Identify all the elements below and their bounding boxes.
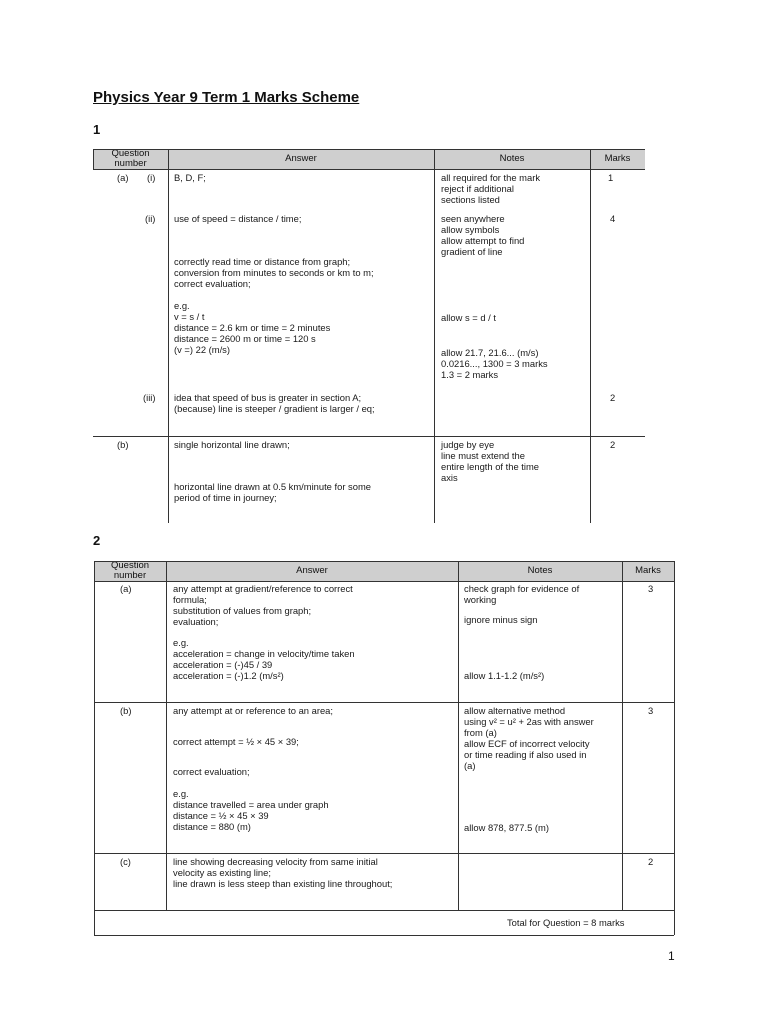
notes-a-2: ignore minus sign [464,614,538,625]
notes-a-3: allow 1.1-1.2 (m/s²) [464,670,545,681]
answer-b-2: correct attempt = ½ × 45 × 39; [173,736,299,747]
answer-b-3: correct evaluation; [173,766,250,777]
total-marks: Total for Question = 8 marks [507,917,625,928]
marks-a-ii: 4 [610,213,616,224]
answer-a-ii-2: correctly read time or distance from graph; conversion from minutes to seconds or km to m; correct evaluation; [174,256,374,289]
header-notes: Notes [527,565,553,576]
answer-a-ii-3: e.g. v = s / t distance = 2.6 km or time = 2 minutes distance = 2600 m or time = 120 s (v =) 22 (m/s) [174,300,331,355]
header-answer: Answer [296,565,328,576]
notes-a-ii-3: allow 21.7, 21.6... (m/s) 0.0216..., 1300 = 3 marks 1.3 = 2 marks [441,347,548,380]
header-answer: Answer [285,153,317,164]
marks-a-i: 1 [608,172,614,183]
marks-b: 2 [610,439,616,450]
answer-b-1: single horizontal line drawn; [174,439,290,450]
part-label-iii: (iii) [143,392,156,403]
answer-a-i: B, D, F; [174,172,206,183]
header-question-number: Question number [110,560,150,581]
header-marks: Marks [604,153,631,164]
part-label-i: (i) [147,172,156,183]
answer-b-1: any attempt at or reference to an area; [173,705,333,716]
header-question-number: Question number [111,148,150,169]
answer-a-ii-1: use of speed = distance / time; [174,213,302,224]
answer-a-iii: idea that speed of bus is greater in section A; (because) line is steeper / gradient is larger / eq; [174,392,375,414]
answer-a-2: e.g. acceleration = change in velocity/time taken acceleration = (-)45 / 39 acceleration = (-)1.2 (m/s²) [173,637,355,681]
marks-c: 2 [648,856,654,867]
notes-b-1: allow alternative method using v² = u² + 2as with answer from (a) allow ECF of incorrect velocity or time reading if also used in (a) [464,705,594,771]
part-label-c: (c) [120,856,131,867]
notes-a-ii-2: allow s = d / t [441,312,496,323]
marks-a: 3 [648,583,654,594]
question-number-2: 2 [93,533,101,548]
answer-a-1: any attempt at gradient/reference to correct formula; substitution of values from graph; evaluation; [173,583,353,627]
answer-b-2: horizontal line drawn at 0.5 km/minute for some period of time in journey; [174,481,371,503]
page-title: Physics Year 9 Term 1 Marks Scheme [93,89,360,106]
notes-a-i: all required for the mark reject if additional sections listed [441,172,541,205]
part-label-b: (b) [117,439,129,450]
answer-c: line showing decreasing velocity from same initial velocity as existing line; line drawn is less steep than existing line throughout; [173,856,393,889]
notes-b: judge by eye line must extend the entire length of the time axis [441,439,539,483]
header-notes: Notes [499,153,525,164]
marks-b: 3 [648,705,654,716]
part-label-a: (a) [120,583,132,594]
header-marks: Marks [635,565,661,576]
answer-b-4: e.g. distance travelled = area under graph distance = ½ × 45 × 39 distance = 880 (m) [173,788,329,832]
marks-a-iii: 2 [610,392,616,403]
page-number: 1 [668,949,675,963]
notes-a-1: check graph for evidence of working [464,583,580,605]
table-header [93,149,645,170]
part-label-ii: (ii) [145,213,156,224]
part-label-a: (a) [117,172,129,183]
table-header [94,561,674,582]
notes-a-ii-1: seen anywhere allow symbols allow attempt to find gradient of line [441,213,525,257]
part-label-b: (b) [120,705,132,716]
notes-b-2: allow 878, 877.5 (m) [464,822,549,833]
question-number-1: 1 [93,122,101,137]
